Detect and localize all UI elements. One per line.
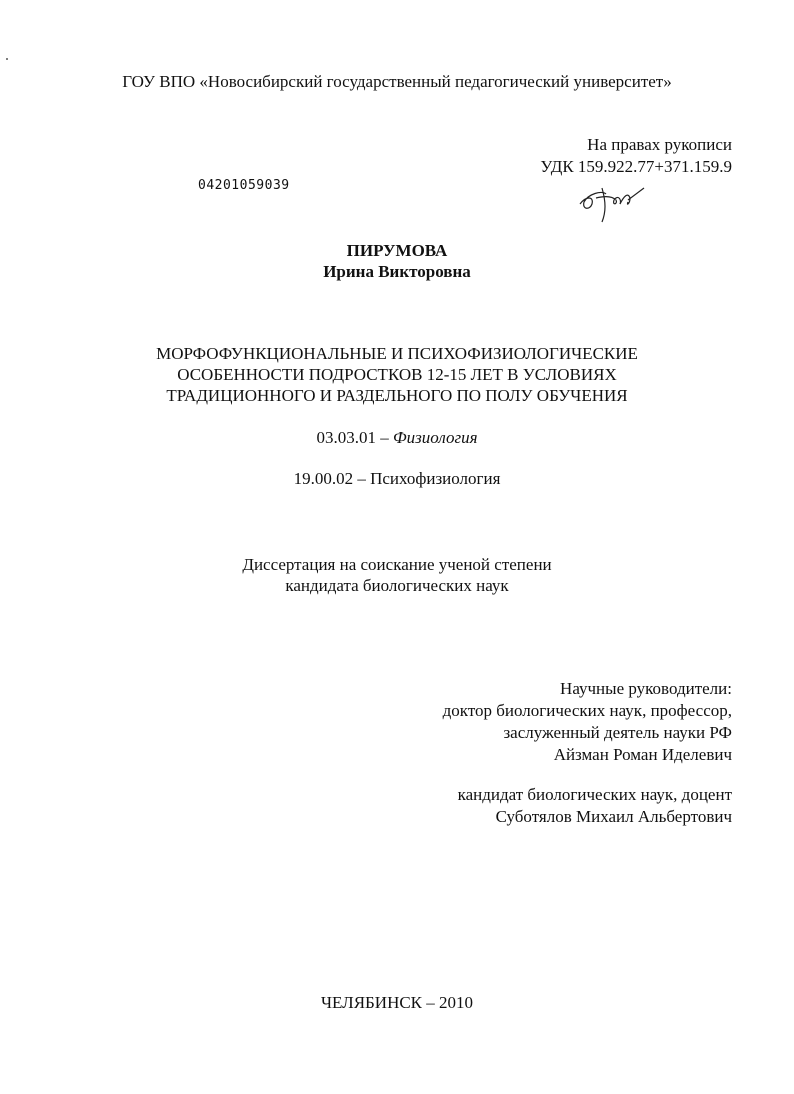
author-name: Ирина Викторовна (323, 262, 471, 281)
supervisor-2-line-2: Суботялов Михаил Альбертович (495, 807, 732, 826)
title-line-1: МОРФОФУНКЦИОНАЛЬНЫЕ И ПСИХОФИЗИОЛОГИЧЕСКИЕ (156, 344, 638, 363)
degree-statement (0, 554, 794, 596)
city-year: ЧЕЛЯБИНСК – 2010 (320, 993, 474, 1012)
scan-speck (6, 58, 8, 60)
supervisor-1-line-3: Айзман Роман Иделевич (553, 745, 732, 764)
author-signature (572, 178, 652, 228)
supervisor-1-line-2: заслуженный деятель науки РФ (503, 723, 732, 742)
specialty-code: 03.03.01 – (316, 428, 389, 447)
supervisors-heading: Научные руководители: (560, 679, 732, 698)
supervisor-1-line-1: доктор биологических наук, профессор, (442, 701, 732, 720)
specialty-psychophysiology (0, 469, 794, 489)
specialty-physiology (0, 428, 794, 448)
specialty-name: Физиология (392, 428, 478, 447)
title-line-3: ТРАДИЦИОННОГО И РАЗДЕЛЬНОГО ПО ПОЛУ ОБУЧЕНИЯ (166, 386, 628, 405)
manuscript-rights: На правах рукописи (587, 135, 732, 154)
dissertation-title (0, 343, 794, 406)
supervisors-block (443, 678, 732, 766)
title-line-2: ОСОБЕННОСТИ ПОДРОСТКОВ 12-15 ЛЕТ В УСЛОВИЯХ (177, 365, 617, 384)
degree-line-2: кандидата биологических наук (285, 576, 509, 595)
specialty-code: 19.00.02 – (293, 469, 366, 488)
supervisor-2-line-1: кандидат биологических наук, доцент (457, 785, 732, 804)
rights-block (540, 134, 732, 178)
udk-code: УДК 159.922.77+371.159.9 (540, 157, 732, 176)
second-supervisor-block (458, 784, 732, 828)
author-surname: ПИРУМОВА (346, 241, 448, 260)
stamp-number: 04201059039 (198, 178, 290, 193)
specialty-name: Психофизиология (370, 469, 501, 488)
degree-line-1: Диссертация на соискание ученой степени (242, 555, 552, 574)
institution-header: ГОУ ВПО «Новосибирский государственный педагогический университет» (122, 72, 672, 91)
